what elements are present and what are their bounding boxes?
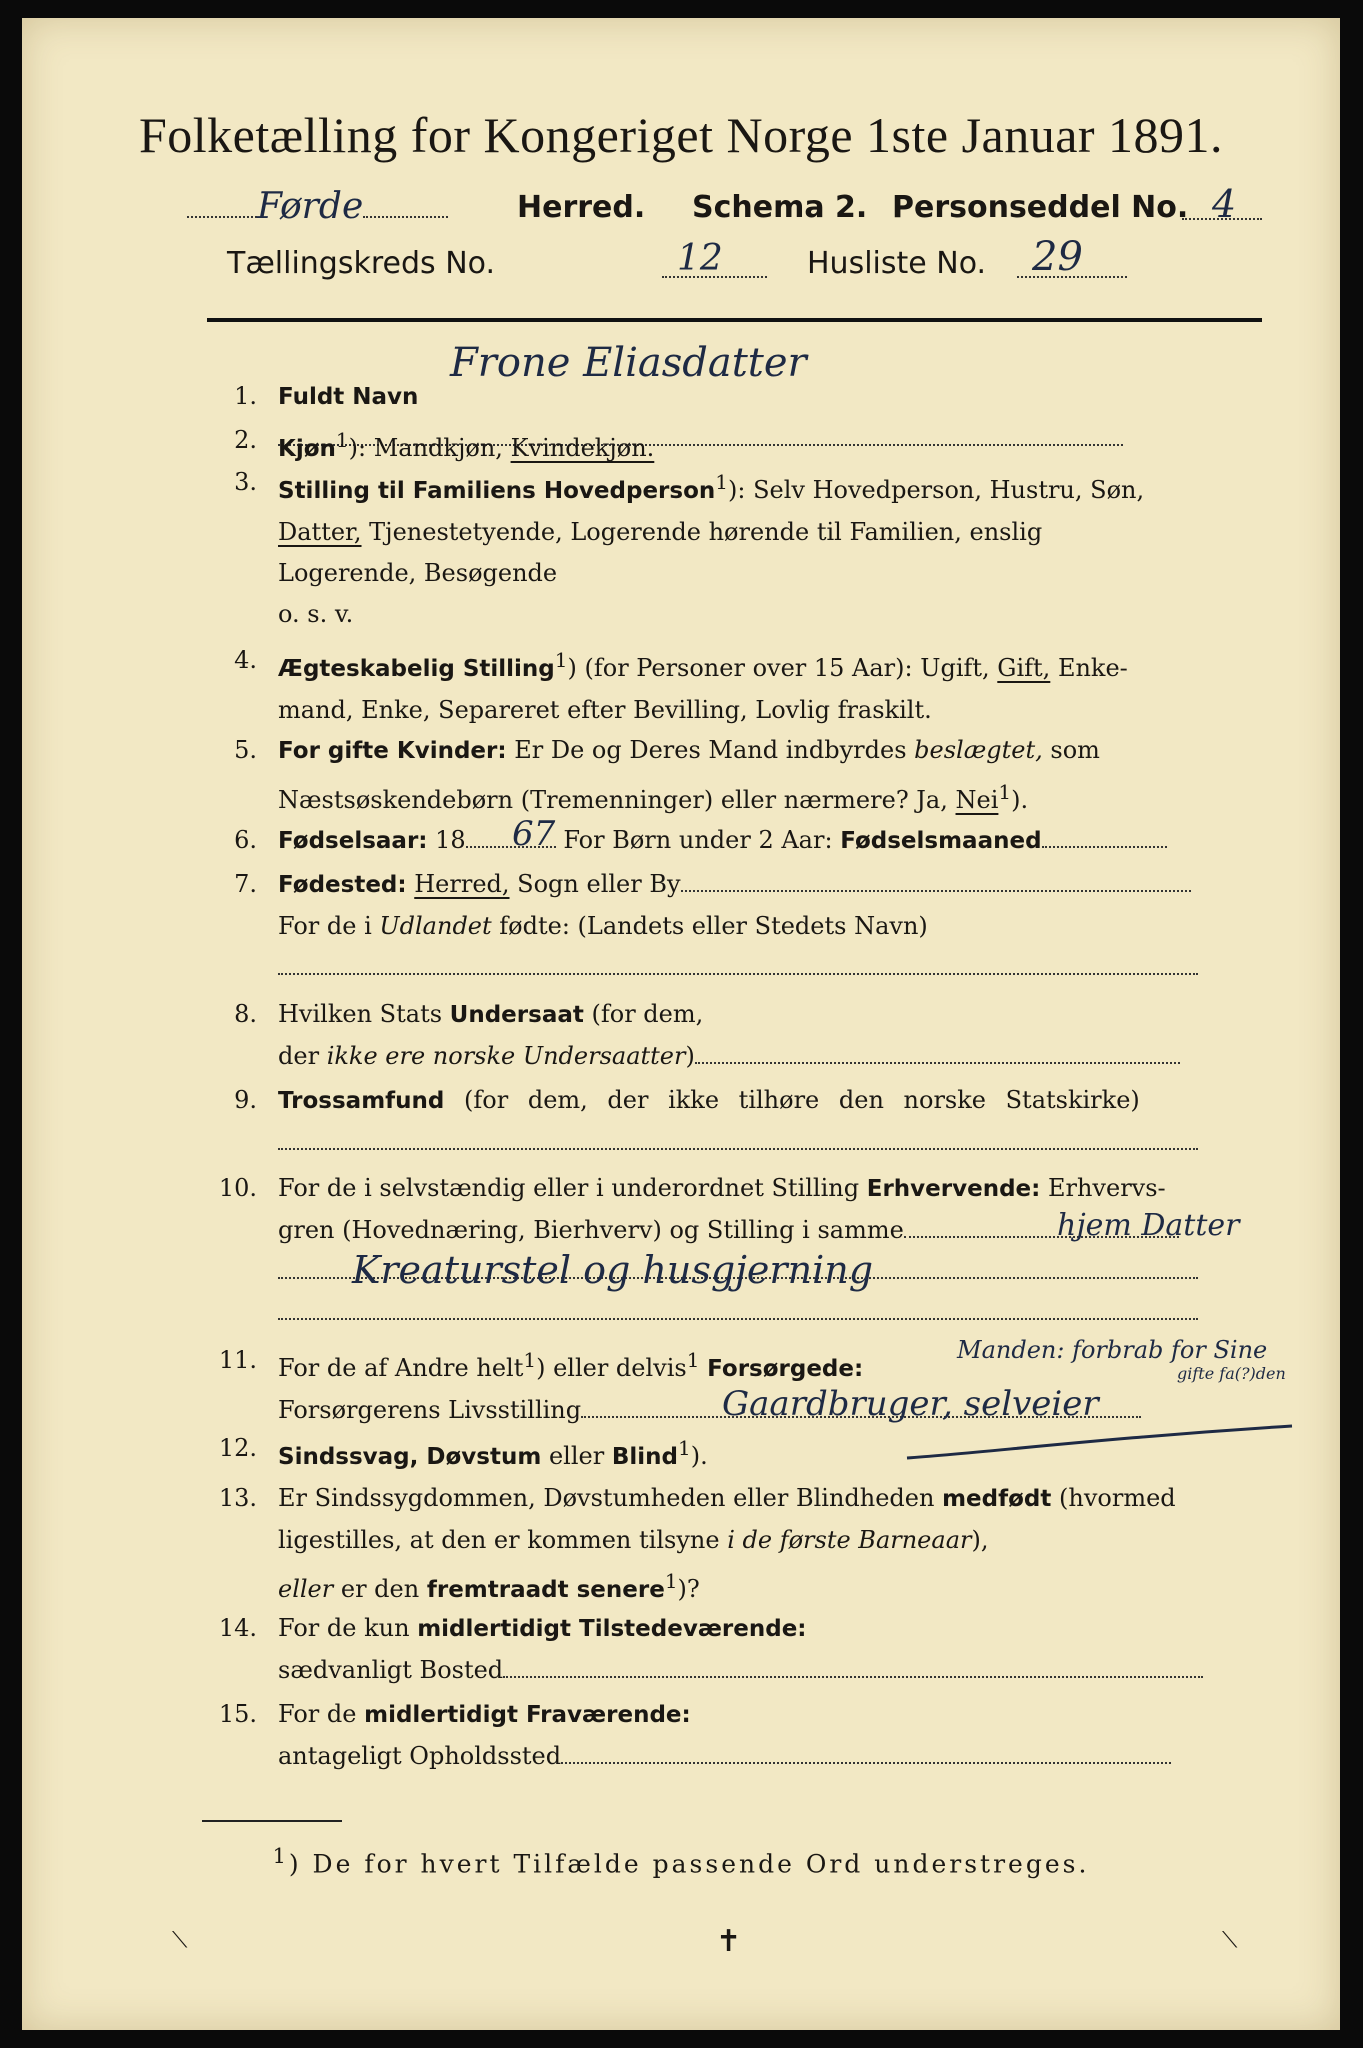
item-text: ligestilles, at den er kommen tilsyne: [278, 1526, 720, 1554]
item-text: Sogn eller By: [517, 870, 681, 898]
item-text: eller: [548, 1442, 605, 1470]
item-label: Ægteskabelig Stilling: [278, 656, 555, 682]
schema-label: Schema 2.: [692, 190, 868, 225]
item-text: mand, Enke, Separeret efter Bevilling, Lovlig fraskilt.: [278, 696, 932, 724]
item-label: Fødselsmaaned: [840, 828, 1042, 854]
footnote-text: ) De for hvert Tilfælde passende Ord understreges.: [288, 1849, 1090, 1879]
personseddel-label: Personseddel No.: [892, 190, 1189, 225]
footnote-rule: [202, 1820, 342, 1822]
item-text: Hvilken Stats: [278, 1000, 443, 1028]
footnote-ref: 1: [335, 428, 349, 452]
personseddel-value: 4: [1212, 182, 1237, 226]
item-text: ) eller delvis: [536, 1354, 687, 1382]
item-number: 6.: [234, 826, 257, 854]
item-text: ): Selv Hovedperson, Hustru, Søn,: [728, 476, 1145, 504]
center-mark: ✝: [716, 1924, 742, 1959]
item-number: 2.: [234, 426, 257, 454]
item-label: Fødselsaar:: [278, 828, 428, 854]
taellingskreds-value: 12: [677, 238, 723, 279]
item-text: eller: [278, 1575, 334, 1603]
item-label: midlertidigt Tilstedeværende:: [417, 1616, 807, 1642]
item-text: beslægtet,: [914, 736, 1043, 764]
item-number: 8.: [234, 1000, 257, 1028]
birth-year-answer: 67: [512, 814, 556, 854]
item-number: 14.: [218, 1614, 257, 1642]
census-form-page: Folketælling for Kongeriget Norge 1ste Januar 1891. Førde Herred. Schema 2. Personseddel No. 4 Tællingskreds No. 12 Husliste No. 29 1. Fuldt Navn Frone Eliasdatter 2. Kjøn$^1$): Mandkjøn, Kvindekjøn. 3. Stilling til Familiens Hovedperson$^1$): Selv Hovedperson, Hustru, Søn, Datter, Tjenestetyende, Logerende hørende til Familien, enslig Logerende, Besøgende o. s. v. 4. Ægteskabelig Stilling$^1$) (for Personer over 15 Aar): Ugift, Gift, Enke- mand, Enke, Separeret efter Bevilling, Lovlig fraskilt. 5. For gifte Kvinder: Er De og Deres Mand indbyrdes beslægtet, som Næstsøskendebørn (Tremenninger) eller nærmere? Ja, Nei$^1$). 6. Fødselsaar: 18 For Børn under 2 Aar: Fødselsmaaned 67 7. Fødested: Herred, Sogn eller By For de i Udlandet fødte: (Landets eller Stedets Navn) 8. Hvilken Stats Undersaat (for dem, der ikke ere norske Undersaatter) 9. Trossamfund (for dem, der ikke tilhøre den norske Statskirke) 10. For de i selvstændig eller i underordnet Stilling Erhvervende: Erhvervs- gren (Hovednæring, Bierhverv) og Stilling i samme hjem Datter Kreaturstel og husgjerning 11. For de af Andre helt$^1$) eller delvis$^1$ Forsørgede: Forsørgerens Livsstilling Manden: forbrab for Sine gifte fa(?)den Gaardbruger, selveier 12. Sindssvag, Døvstum eller Blind$^1$). 13. Er Sindssygdommen, Døvstumheden eller Blindheden medfødt (hvormed ligestilles, at den er kommen tilsyne i de første Barneaar), eller er den fremtraadt senere$^1$)? 14. For de kun midlertidigt Tilstedeværende: sædvanligt Bosted 15. For de midlertidigt Fraværende: antageligt Opholdssted $^1$) De for hvert Tilfælde passende Ord understreges. ⟍ ✝ ⟍: [22, 18, 1340, 2030]
item-text: sædvanligt Bosted: [278, 1656, 504, 1684]
husliste-label: Husliste No.: [807, 246, 987, 281]
item-number: 5.: [234, 736, 257, 764]
selected-option: Nei: [955, 786, 999, 814]
item-text: Er Sindssygdommen, Døvstumheden eller Blindheden: [278, 1484, 935, 1512]
footnote: [22, 1844, 1340, 1878]
item-text: ): Mandkjøn,: [348, 434, 503, 462]
item-label: Stilling til Familiens Hovedperson: [278, 478, 716, 504]
item-text: (hvormed: [1059, 1484, 1176, 1512]
item-number: 4.: [234, 646, 257, 674]
item-number: 11.: [218, 1346, 257, 1374]
item-text: For de af Andre helt: [278, 1354, 524, 1382]
item-text: fødte: (Landets eller Stedets Navn): [499, 912, 928, 940]
occupation-answer-1: hjem Datter: [1057, 1208, 1240, 1243]
herred-line: [187, 186, 448, 227]
item-text: ikke ere norske Undersaatter: [326, 1042, 686, 1070]
item-text: antageligt Opholdssted: [278, 1742, 562, 1770]
item-text: ) (for Personer over 15 Aar): Ugift,: [567, 654, 990, 682]
header-rule: [207, 318, 1262, 322]
item-text: ),: [971, 1526, 989, 1554]
corner-mark-right: ⟍: [1222, 1928, 1238, 1953]
item-label: medfødt: [942, 1486, 1052, 1512]
item-number: 15.: [218, 1700, 257, 1728]
item-text: 18: [435, 826, 466, 854]
supported-answer-1: Manden: forbrab for Sine: [957, 1336, 1268, 1364]
disability-dash-mark: [902, 1418, 1302, 1468]
item-label: Trossamfund: [278, 1088, 445, 1114]
item-text: (for dem, der ikke tilhøre den norske Statskirke): [464, 1086, 1140, 1114]
taellingskreds-label: Tællingskreds No.: [227, 246, 495, 281]
item-label: Undersaat: [449, 1002, 584, 1028]
item-text: For de i: [278, 912, 372, 940]
taellingskreds-fill: [662, 276, 767, 278]
herred-value: Førde: [257, 186, 364, 227]
item-label: For gifte Kvinder:: [278, 738, 507, 764]
item-text: For Børn under 2 Aar:: [563, 826, 833, 854]
item-label: midlertidigt Fraværende:: [364, 1702, 691, 1728]
footnote-ref: 1: [272, 1844, 289, 1868]
item-text: er den: [340, 1575, 420, 1603]
item-text: Forsørgerens Livsstilling: [278, 1396, 582, 1424]
selected-option: Gift,: [997, 654, 1051, 682]
husliste-value: 29: [1032, 234, 1083, 280]
item-text: i de første Barneaar: [727, 1526, 972, 1554]
item-text: For de: [278, 1700, 357, 1728]
item-text: Enke-: [1057, 654, 1128, 682]
full-name-answer: Frone Eliasdatter: [450, 340, 807, 386]
item-label: Kjøn: [278, 436, 336, 462]
selected-option: Datter,: [278, 518, 362, 546]
item-text: der: [278, 1042, 320, 1070]
item-number: 3.: [234, 468, 257, 496]
item-number: 10.: [218, 1174, 257, 1202]
item-label: Erhvervende:: [866, 1176, 1041, 1202]
item-label: Fødested:: [278, 872, 407, 898]
item-number: 1.: [234, 382, 257, 410]
occupation-answer-2: Kreaturstel og husgjerning: [352, 1248, 874, 1292]
item-text: For de kun: [278, 1614, 410, 1642]
form-title: Folketælling for Kongeriget Norge 1ste Januar 1891.: [138, 107, 1224, 163]
item-label: Forsørgede:: [707, 1356, 864, 1382]
selected-option: Herred,: [414, 870, 510, 898]
item-text: ).: [690, 1442, 708, 1470]
item-label: fremtraadt senere: [426, 1577, 665, 1603]
supporter-occupation-answer: Gaardbruger, selveier: [722, 1384, 1099, 1424]
item-text: som: [1050, 736, 1100, 764]
item-text: )?: [677, 1575, 700, 1603]
item-text: Næstsøskendebørn (Tremenninger) eller nærmere? Ja,: [278, 786, 948, 814]
item-text: (for dem,: [591, 1000, 704, 1028]
item-label: Sindssvag, Døvstum: [278, 1444, 542, 1470]
item-text: Logerende, Besøgende: [278, 559, 558, 587]
item-text: Udlandet: [379, 912, 492, 940]
item-text: For de i selvstændig eller i underordnet Stilling: [278, 1174, 860, 1202]
herred-label: Herred.: [517, 190, 646, 225]
item-text: Er De og Deres Mand indbyrdes: [514, 736, 907, 764]
item-number: 9.: [234, 1086, 257, 1114]
supported-answer-1b: gifte fa(?)den: [1177, 1364, 1286, 1383]
personseddel-fill: [1182, 218, 1262, 220]
husliste-fill: [1017, 276, 1127, 278]
item-text: ).: [1011, 786, 1029, 814]
item-text: gren (Hovednæring, Bierhverv) og Stilling i samme: [278, 1216, 904, 1244]
corner-mark-left: ⟍: [172, 1928, 188, 1953]
selected-option: Kvindekjøn.: [510, 434, 655, 462]
item-text: o. s. v.: [278, 600, 354, 628]
item-number: 12.: [218, 1434, 257, 1462]
item-label: Blind: [611, 1444, 678, 1470]
item-number: 7.: [234, 870, 257, 898]
item-text: Tjenestetyende, Logerende hørende til Familien, enslig: [369, 518, 1043, 546]
item-label: Fuldt Navn: [278, 384, 419, 410]
item-number: 13.: [218, 1484, 257, 1512]
item-text: Erhvervs-: [1047, 1174, 1166, 1202]
